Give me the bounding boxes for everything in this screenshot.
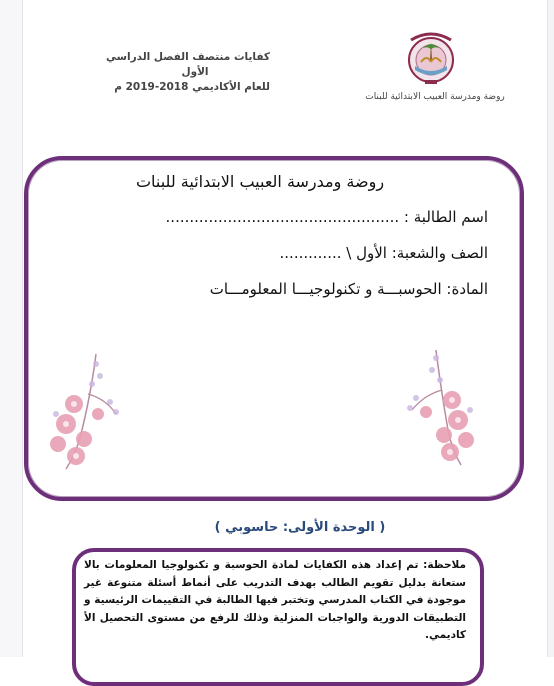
cherry-blossom-icon bbox=[386, 340, 486, 470]
left-page-edge bbox=[0, 0, 23, 657]
school-logo-block bbox=[345, 30, 525, 110]
document-header-info bbox=[106, 50, 270, 95]
semester-label: الأول bbox=[181, 66, 209, 78]
competencies-heading: كفايات منتصف الفصل الدراسي bbox=[106, 51, 270, 63]
subject-field: المادة: الحوسبـــة و تكنولوجيـــا المعلومـــات bbox=[209, 280, 488, 298]
school-title: روضة ومدرسة العبيب الابتدائية للبنات bbox=[135, 172, 385, 191]
unit-title: ( الوحدة الأولى: حاسوبي ) bbox=[214, 520, 386, 535]
qatar-emblem-icon bbox=[405, 30, 457, 86]
note-text: ملاحظة: تم إعداد هذه الكفايات لمادة الحوسبة و تكنولوجيا المعلومات بالا ستعانة بدليل تقويم الطالب بهدف التدريب على أنماط أسئلة متنوعة غير موجودة في الكتاب المدرسي وتختبر فيها الطالبة في التقييمات الرئيسية و التطبيقات الدورية والواجبات المنزلية وذلك للرفع من مستوى التحصيل الأ كاديمي. bbox=[84, 559, 466, 641]
academic-year: للعام الأكاديمي 2018-2019 م bbox=[114, 81, 270, 93]
student-name-field: اسم الطالبة : ................................................. bbox=[165, 208, 488, 226]
class-section-field: الصف والشعبة: الأول \ ............. bbox=[279, 244, 488, 262]
right-scrollbar-track[interactable] bbox=[547, 0, 554, 657]
cherry-blossom-icon bbox=[36, 344, 136, 474]
school-name-small: روضة ومدرسة العبيب الابتدائية للبنات bbox=[365, 92, 505, 102]
